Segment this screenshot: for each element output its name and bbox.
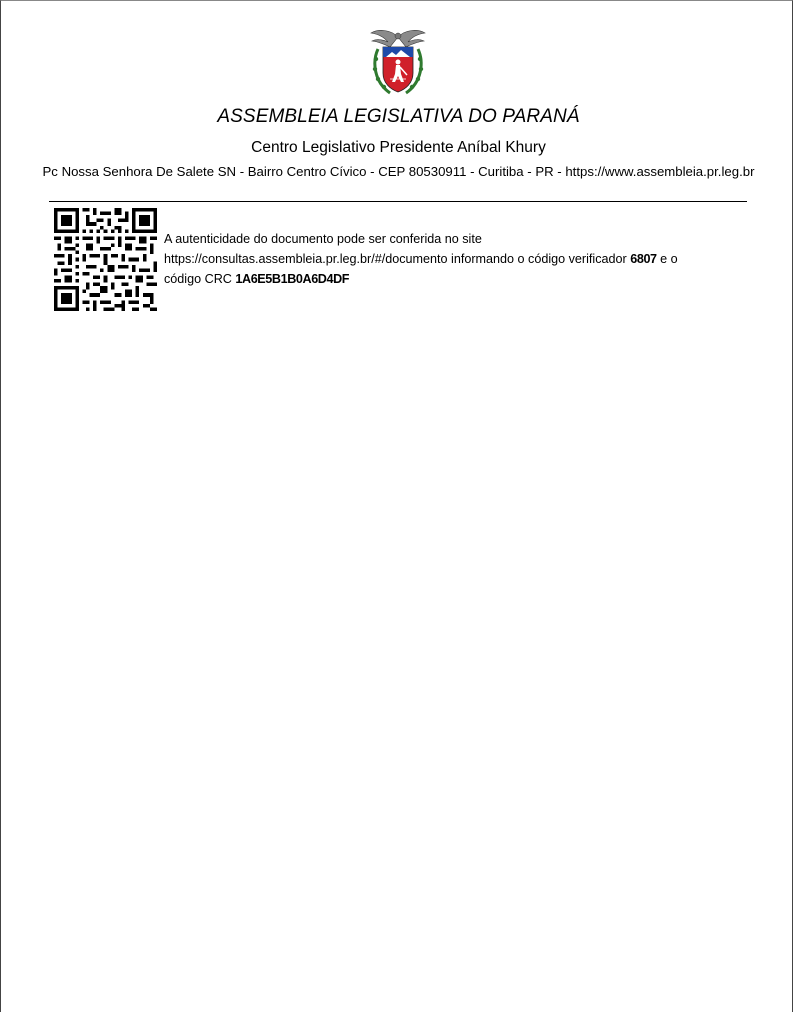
authenticity-line-2-suffix: e o [660, 252, 678, 266]
authenticity-line-1: A autenticidade do documento pode ser conferida no site [164, 232, 482, 246]
header-divider [49, 201, 747, 202]
authenticity-line-2 [164, 249, 744, 269]
authenticity-notice [164, 229, 744, 289]
crc-label: código CRC [164, 272, 232, 286]
page-title: ASSEMBLEIA LEGISLATIVA DO PARANÁ [217, 106, 580, 127]
qr-code-icon [54, 208, 157, 311]
page-subtitle: Centro Legislativo Presidente Aníbal Khury [251, 139, 546, 156]
address-line: Pc Nossa Senhora De Salete SN - Bairro Centro Cívico - CEP 80530911 - Curitiba - PR - https://www.assembleia.pr.leg.br [42, 164, 755, 179]
verifier-code: 6807 [630, 252, 657, 266]
authenticity-url-text: https://consultas.assembleia.pr.leg.br/#/documento informando o código verificador [164, 252, 627, 266]
authenticity-line-3 [164, 269, 744, 289]
parana-coat-of-arms-icon [368, 27, 428, 99]
crc-code: 1A6E5B1B0A6D4DF [235, 272, 350, 286]
